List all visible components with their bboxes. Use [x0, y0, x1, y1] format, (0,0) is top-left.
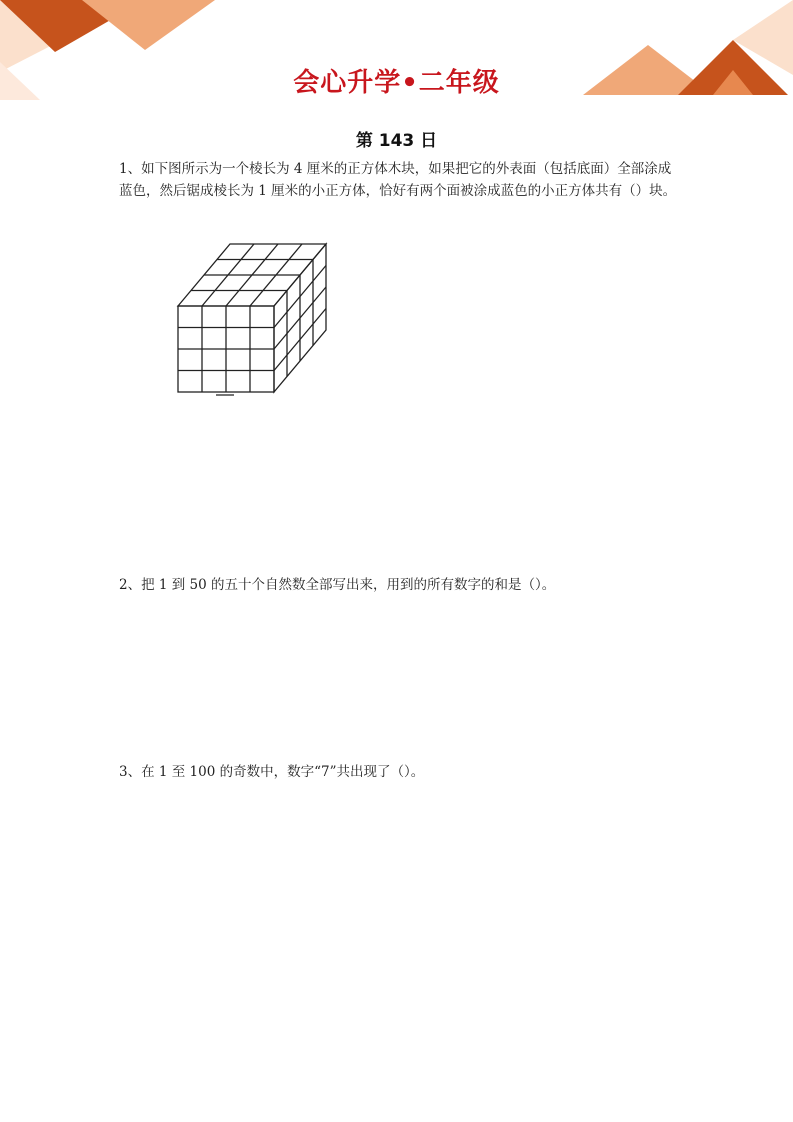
page-header-title: 会心升学•二年级 [293, 68, 500, 98]
question-1: 1、如下图所示为一个棱长为 4 厘米的正方体木块，如果把它的外表面（包括底面）全部涂成蓝色，然后锯成棱长为 1 厘米的小正方体，恰好有两个面被涂成蓝色的小正方体共有（）块。 [119, 161, 677, 199]
question-3: 3、在 1 至 100 的奇数中，数字“7”共出现了（）。 [119, 764, 425, 780]
cube-diagram [170, 238, 350, 398]
day-title: 第 143 日 [355, 131, 438, 151]
question-2: 2、把 1 到 50 的五十个自然数全部写出来，用到的所有数字的和是（）。 [119, 577, 556, 593]
